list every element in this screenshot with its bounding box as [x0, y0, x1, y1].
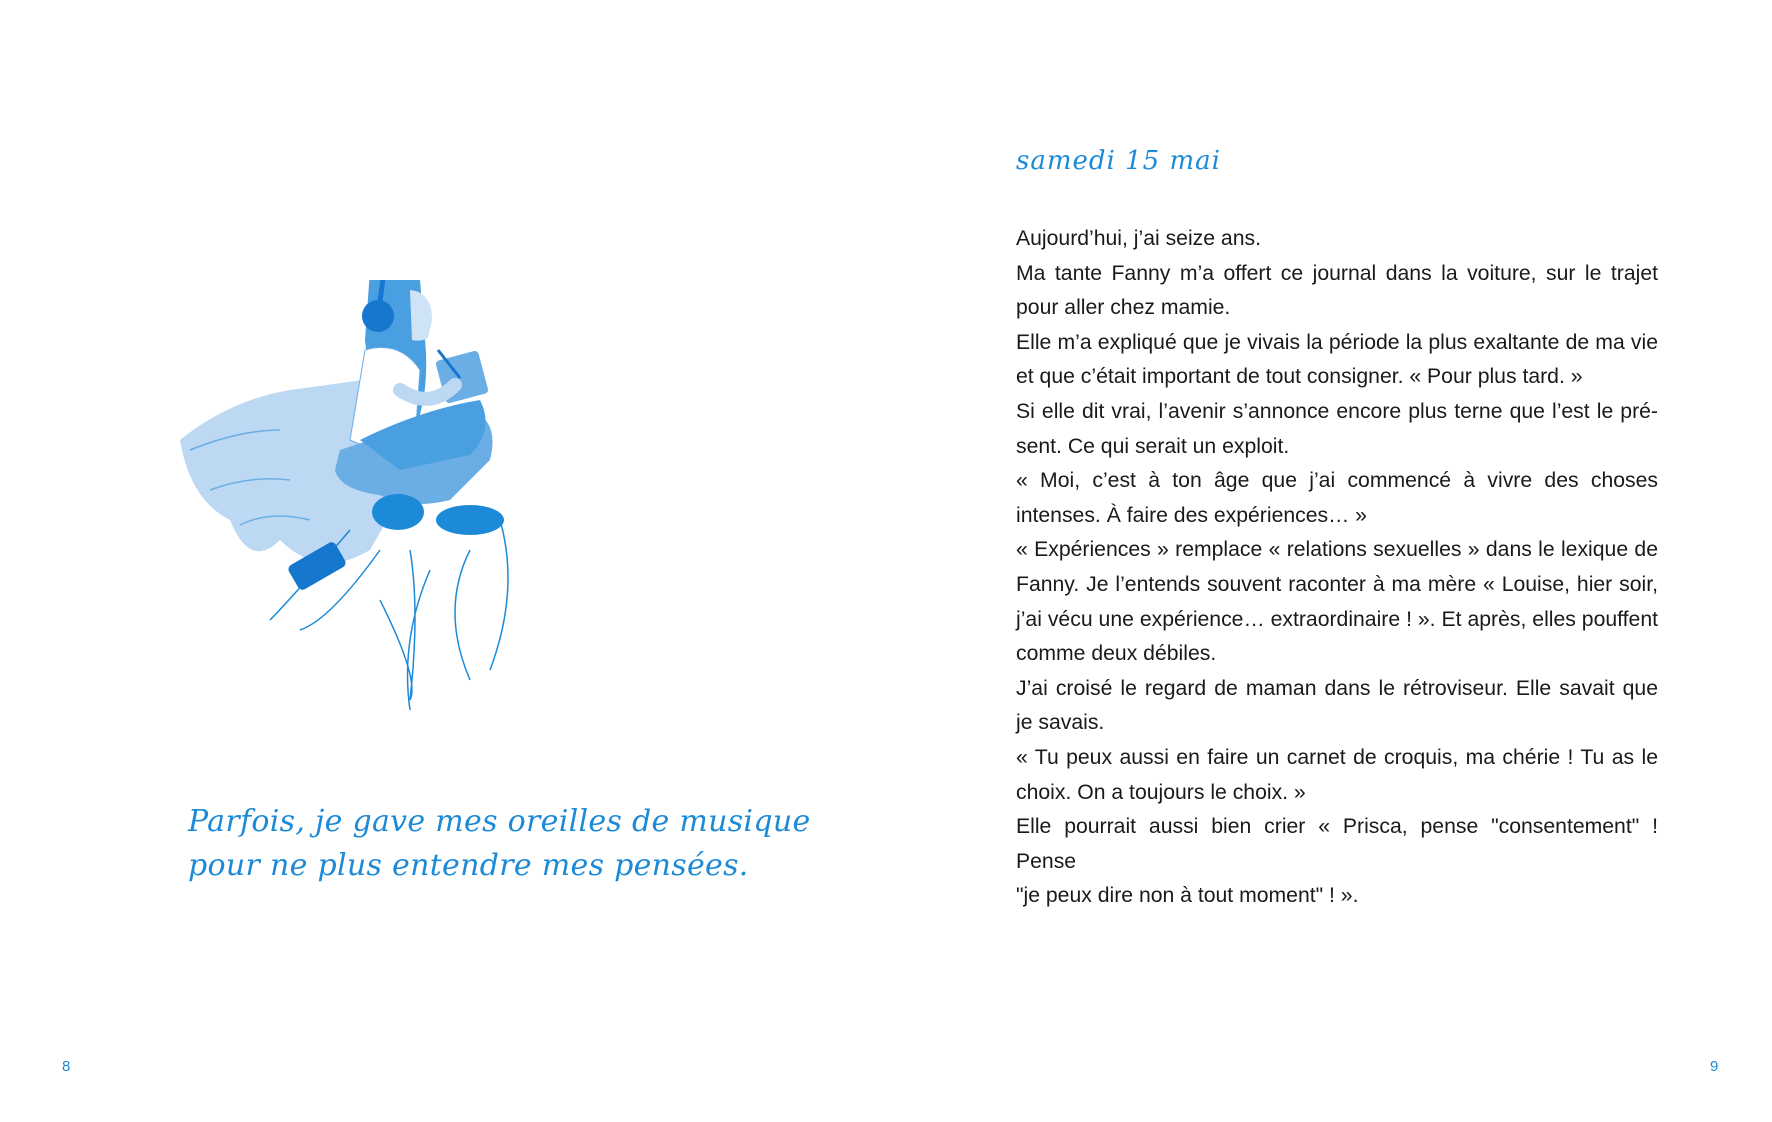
text-line: Elle pourrait aussi bien crier « Prisca, pense "consentement" ! Pense: [1016, 815, 1658, 873]
text-line: pour aller chez mamie.: [1016, 296, 1231, 320]
text-line: intenses. À faire des expériences… »: [1016, 503, 1367, 527]
text-line: Si elle dit vrai, l’avenir s’annonce encore plus terne que l’est le pré-: [1016, 399, 1658, 423]
page-number-left: 8: [62, 1058, 71, 1075]
text-line: « Moi, c’est à ton âge que j’ai commencé à vivre des choses: [1016, 469, 1658, 493]
text-line: "je peux dire non à tout moment" ! ».: [1016, 884, 1359, 908]
text-line: J’ai croisé le regard de maman dans le rétroviseur. Elle savait que: [1016, 676, 1658, 700]
text-line: sent. Ce qui serait un exploit.: [1016, 434, 1290, 458]
sock-right: [436, 505, 504, 535]
diary-date-heading: samedi 15 mai: [1016, 146, 1221, 176]
text-line: je savais.: [1016, 711, 1105, 735]
girl-with-headphones-illustration: [170, 280, 610, 810]
text-line: choix. On a toujours le choix. »: [1016, 780, 1306, 804]
text-line: comme deux débiles.: [1016, 642, 1217, 666]
text-line: Aujourd’hui, j’ai seize ans.: [1016, 227, 1261, 250]
headphones-icon: [362, 300, 394, 332]
text-line: Elle m’a expliqué que je vivais la période la plus exaltante de ma vie: [1016, 330, 1658, 354]
text-line: Ma tante Fanny m’a offert ce journal dans la voiture, sur le trajet: [1016, 261, 1658, 285]
caption-line: Parfois, je gave mes oreilles de musique: [188, 804, 811, 839]
caption-line: pour ne plus entendre mes pensées.: [188, 848, 749, 883]
text-line: Fanny. Je l’entends souvent raconter à ma mère « Louise, hier soir,: [1016, 572, 1658, 596]
illustration-caption: [188, 800, 811, 888]
text-line: et que c’était important de tout consigner. « Pour plus tard. »: [1016, 365, 1583, 389]
diary-entry-text: [1016, 222, 1658, 914]
page-number-right: 9: [1710, 1058, 1719, 1075]
text-line: « Expériences » remplace « relations sexuelles » dans le lexique de: [1016, 538, 1658, 562]
right-page: [886, 0, 1772, 1122]
text-line: « Tu peux aussi en faire un carnet de croquis, ma chérie ! Tu as le: [1016, 745, 1658, 769]
text-line: j’ai vécu une expérience… extraordinaire ! ». Et après, elles pouffent: [1016, 607, 1658, 631]
sock-left: [372, 494, 424, 530]
